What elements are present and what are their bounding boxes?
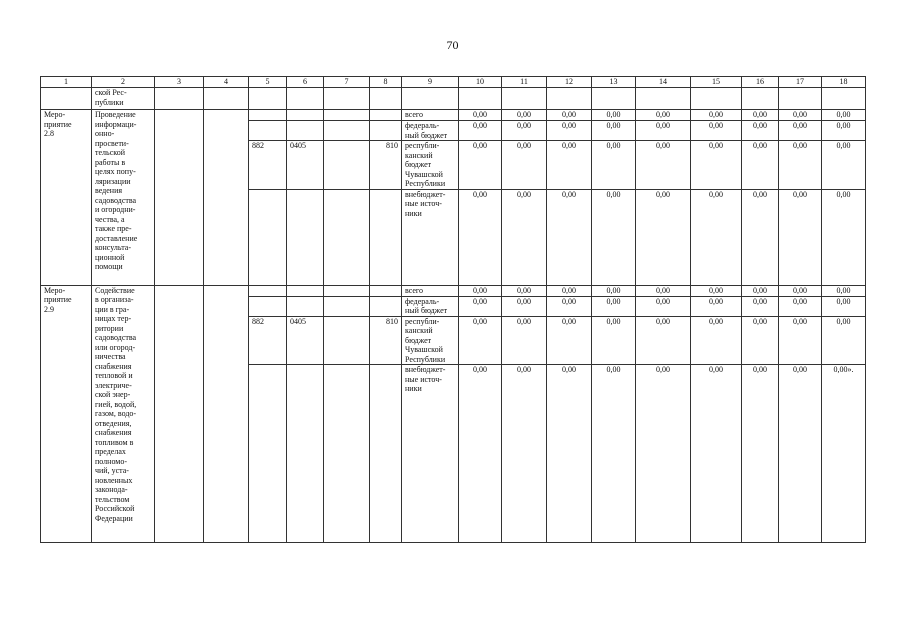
continuation-row — [41, 88, 866, 110]
code-ministry — [249, 189, 287, 285]
code-section — [287, 110, 324, 121]
code-ministry — [249, 285, 287, 296]
code-ministry: 882 — [249, 141, 287, 190]
amount-cell: 0,00». — [822, 365, 866, 543]
amount-cell: 0,00 — [592, 141, 636, 190]
code-type: 810 — [370, 141, 402, 190]
column-header: 9 — [402, 77, 459, 88]
amount-cell: 0,00 — [779, 189, 822, 285]
amount-cell: 0,00 — [459, 110, 502, 121]
column-header: 10 — [459, 77, 502, 88]
amount-cell: 0,00 — [742, 141, 779, 190]
code-section — [287, 121, 324, 141]
cell — [204, 110, 249, 286]
amount-cell: 0,00 — [691, 365, 742, 543]
cell — [155, 285, 204, 543]
column-header: 7 — [324, 77, 370, 88]
column-header: 5 — [249, 77, 287, 88]
amount-cell: 0,00 — [742, 189, 779, 285]
cell — [324, 296, 370, 316]
code-section — [287, 296, 324, 316]
amount-cell: 0,00 — [779, 316, 822, 365]
amount-cell: 0,00 — [691, 110, 742, 121]
amount-cell: 0,00 — [459, 296, 502, 316]
amount-cell: 0,00 — [592, 296, 636, 316]
amount-cell: 0,00 — [502, 189, 547, 285]
amount-cell: 0,00 — [502, 316, 547, 365]
amount-cell: 0,00 — [459, 316, 502, 365]
amount-cell: 0,00 — [691, 141, 742, 190]
code-type — [370, 296, 402, 316]
cell — [41, 88, 92, 110]
amount-cell: 0,00 — [822, 141, 866, 190]
code-ministry — [249, 110, 287, 121]
column-header: 3 — [155, 77, 204, 88]
budget-table — [40, 76, 866, 543]
amount-cell: 0,00 — [742, 316, 779, 365]
column-header: 11 — [502, 77, 547, 88]
code-type — [370, 285, 402, 296]
column-header: 18 — [822, 77, 866, 88]
amount-cell: 0,00 — [459, 189, 502, 285]
amount-cell: 0,00 — [779, 365, 822, 543]
column-header: 2 — [92, 77, 155, 88]
funding-source: республи- канский бюджет Чувашской Республики — [402, 316, 459, 365]
code-ministry — [249, 365, 287, 543]
amount-cell: 0,00 — [691, 285, 742, 296]
measure-description: Содействие в организа- ции в гра- ницах тер- ритории садоводства или огород- ничества снабжения тепловой и электриче- ской энер- гией, водой, газом, водо- отведения, снабжения топливом в пределах полномо- чий, уста- новленных законода- тельством Российской Федерации — [92, 285, 155, 543]
amount-cell: 0,00 — [547, 285, 592, 296]
amount-cell: 0,00 — [779, 121, 822, 141]
code-type — [370, 365, 402, 543]
column-header: 4 — [204, 77, 249, 88]
amount-cell: 0,00 — [742, 296, 779, 316]
amount-cell: 0,00 — [547, 296, 592, 316]
code-section — [287, 285, 324, 296]
cell — [204, 285, 249, 543]
cell — [324, 110, 370, 121]
column-header: 1 — [41, 77, 92, 88]
funding-source: федераль- ный бюджет — [402, 121, 459, 141]
amount-cell: 0,00 — [459, 121, 502, 141]
code-section — [287, 365, 324, 543]
funding-source: внебюджет- ные источ- ники — [402, 365, 459, 543]
amount-cell: 0,00 — [636, 189, 691, 285]
amount-cell: 0,00 — [547, 141, 592, 190]
amount-cell: 0,00 — [779, 285, 822, 296]
cell — [324, 189, 370, 285]
amount-cell: 0,00 — [822, 189, 866, 285]
amount-cell: 0,00 — [592, 365, 636, 543]
amount-cell: 0,00 — [691, 121, 742, 141]
column-header: 16 — [742, 77, 779, 88]
amount-cell: 0,00 — [822, 285, 866, 296]
program-name-cont: ской Рес- публики — [92, 88, 155, 110]
cell — [324, 365, 370, 543]
amount-cell: 0,00 — [822, 296, 866, 316]
code-section — [287, 189, 324, 285]
funding-source: республи- канский бюджет Чувашской Республики — [402, 141, 459, 190]
code-ministry — [249, 296, 287, 316]
cell — [324, 141, 370, 190]
amount-cell: 0,00 — [502, 296, 547, 316]
column-header: 14 — [636, 77, 691, 88]
code-type — [370, 121, 402, 141]
amount-cell: 0,00 — [592, 121, 636, 141]
amount-cell: 0,00 — [502, 121, 547, 141]
measure-id: Меро- приятие 2.8 — [41, 110, 92, 286]
code-ministry: 882 — [249, 316, 287, 365]
cell — [155, 110, 204, 286]
amount-cell: 0,00 — [636, 110, 691, 121]
cell — [324, 285, 370, 296]
amount-cell: 0,00 — [502, 365, 547, 543]
amount-cell: 0,00 — [742, 365, 779, 543]
amount-cell: 0,00 — [691, 296, 742, 316]
amount-cell: 0,00 — [502, 141, 547, 190]
amount-cell: 0,00 — [592, 189, 636, 285]
code-type — [370, 189, 402, 285]
amount-cell: 0,00 — [779, 110, 822, 121]
amount-cell: 0,00 — [636, 141, 691, 190]
column-header: 6 — [287, 77, 324, 88]
amount-cell: 0,00 — [547, 189, 592, 285]
amount-cell: 0,00 — [822, 316, 866, 365]
funding-source: внебюджет- ные источ- ники — [402, 189, 459, 285]
amount-cell: 0,00 — [547, 110, 592, 121]
funding-source: всего — [402, 110, 459, 121]
amount-cell: 0,00 — [459, 141, 502, 190]
amount-cell: 0,00 — [547, 316, 592, 365]
amount-cell: 0,00 — [779, 296, 822, 316]
code-type: 810 — [370, 316, 402, 365]
amount-cell: 0,00 — [592, 285, 636, 296]
amount-cell: 0,00 — [636, 285, 691, 296]
column-header: 15 — [691, 77, 742, 88]
amount-cell: 0,00 — [822, 121, 866, 141]
code-type — [370, 110, 402, 121]
page-number: 70 — [446, 38, 459, 52]
amount-cell: 0,00 — [779, 141, 822, 190]
column-header: 13 — [592, 77, 636, 88]
amount-cell: 0,00 — [742, 121, 779, 141]
amount-cell: 0,00 — [742, 110, 779, 121]
amount-cell: 0,00 — [636, 296, 691, 316]
amount-cell: 0,00 — [547, 121, 592, 141]
column-header: 8 — [370, 77, 402, 88]
header-row — [41, 77, 866, 88]
amount-cell: 0,00 — [691, 316, 742, 365]
amount-cell: 0,00 — [691, 189, 742, 285]
amount-cell: 0,00 — [742, 285, 779, 296]
funding-source: федераль- ный бюджет — [402, 296, 459, 316]
code-section: 0405 — [287, 316, 324, 365]
amount-cell: 0,00 — [459, 365, 502, 543]
funding-source: всего — [402, 285, 459, 296]
amount-cell: 0,00 — [636, 121, 691, 141]
budget-row — [41, 285, 866, 296]
measure-description: Проведение информаци- онно- просвети- тельской работы в целях попу- ляризации ведения садоводства и огородни- чества, а также пре- доставление консульта- ционной помощи — [92, 110, 155, 286]
amount-cell: 0,00 — [636, 365, 691, 543]
code-ministry — [249, 121, 287, 141]
amount-cell: 0,00 — [547, 365, 592, 543]
cell — [324, 121, 370, 141]
column-header: 17 — [779, 77, 822, 88]
measure-id: Меро- приятие 2.9 — [41, 285, 92, 543]
amount-cell: 0,00 — [459, 285, 502, 296]
cell — [324, 316, 370, 365]
column-header: 12 — [547, 77, 592, 88]
budget-row — [41, 110, 866, 121]
amount-cell: 0,00 — [502, 285, 547, 296]
amount-cell: 0,00 — [502, 110, 547, 121]
amount-cell: 0,00 — [636, 316, 691, 365]
amount-cell: 0,00 — [592, 316, 636, 365]
amount-cell: 0,00 — [592, 110, 636, 121]
amount-cell: 0,00 — [822, 110, 866, 121]
code-section: 0405 — [287, 141, 324, 190]
